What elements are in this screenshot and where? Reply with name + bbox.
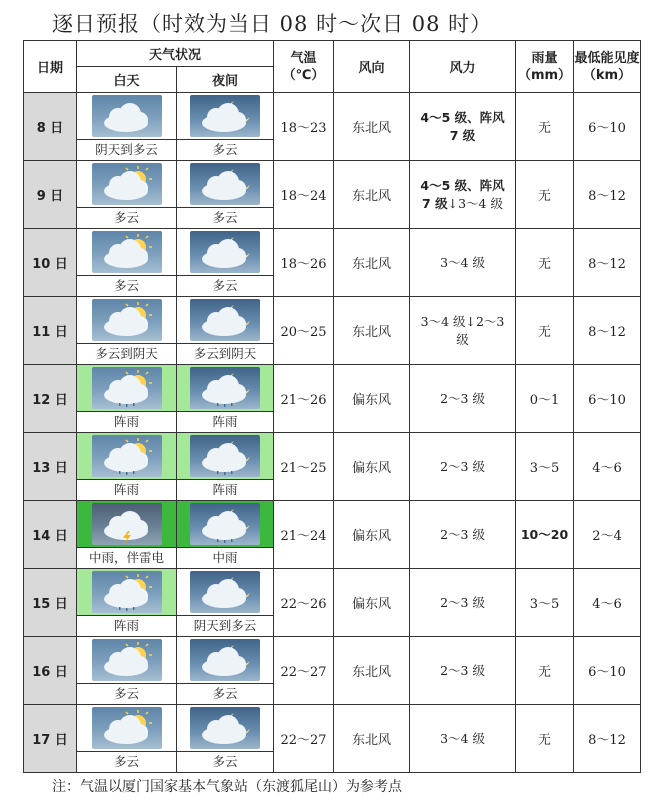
shower-icon (92, 435, 162, 477)
wind-direction: 东北风 (334, 705, 410, 773)
cloudy-night-icon (190, 707, 260, 749)
weather-desc: 多云 (177, 139, 273, 160)
date-cell: 10 日 (24, 229, 77, 297)
rainfall: 无 (516, 229, 574, 297)
partly-cloudy-icon (92, 707, 162, 749)
night-shower-icon (190, 367, 260, 409)
weather-desc: 多云 (77, 275, 176, 296)
rainfall: 无 (516, 705, 574, 773)
cloudy-night-icon (190, 95, 260, 137)
visibility: 6～10 (574, 365, 641, 433)
weather-desc: 阵雨 (77, 615, 176, 636)
visibility: 4～6 (574, 569, 641, 637)
temperature: 22～27 (274, 637, 334, 705)
visibility: 8～12 (574, 705, 641, 773)
temperature: 18～26 (274, 229, 334, 297)
weather-desc: 中雨 (177, 547, 273, 568)
cloudy-night-icon (190, 231, 260, 273)
temperature: 22～27 (274, 705, 334, 773)
date-cell: 17 日 (24, 705, 77, 773)
header-wind-dir: 风向 (334, 41, 410, 93)
weather-desc: 多云到阴天 (77, 343, 176, 364)
cloudy-night-icon (190, 639, 260, 681)
table-row (24, 229, 641, 297)
wind-force: 3～4 级 (410, 229, 516, 297)
temperature: 18～24 (274, 161, 334, 229)
page-title: 逐日预报（时效为当日 08 时～次日 08 时） (52, 12, 493, 36)
rainfall: 3～5 (516, 569, 574, 637)
weather-desc: 阴天到多云 (177, 615, 273, 636)
weather-desc: 多云 (77, 751, 176, 772)
night-shower-icon (190, 435, 260, 477)
visibility: 2～4 (574, 501, 641, 569)
temperature: 20～25 (274, 297, 334, 365)
visibility: 8～12 (574, 229, 641, 297)
temperature: 18～23 (274, 93, 334, 161)
wind-direction: 东北风 (334, 229, 410, 297)
weather-desc: 阵雨 (77, 479, 176, 500)
wind-force: 2～3 级 (410, 433, 516, 501)
cloudy-icon (92, 95, 162, 137)
temperature: 21～25 (274, 433, 334, 501)
date-cell: 14 日 (24, 501, 77, 569)
rainfall: 无 (516, 637, 574, 705)
partly-cloudy-icon (92, 299, 162, 341)
partly-cloudy-icon (92, 231, 162, 273)
table-row (24, 161, 641, 229)
rainfall: 无 (516, 297, 574, 365)
table-row (24, 501, 641, 569)
wind-direction: 偏东风 (334, 433, 410, 501)
weather-desc: 多云 (77, 683, 176, 704)
table-row (24, 705, 641, 773)
partly-cloudy-icon (92, 163, 162, 205)
wind-direction: 东北风 (334, 637, 410, 705)
date-cell: 16 日 (24, 637, 77, 705)
table-row (24, 365, 641, 433)
cloudy-night-icon (190, 571, 260, 613)
wind-force: 4～5 级、阵风 7 级↓3～4 级 (410, 161, 516, 229)
shower-icon (92, 571, 162, 613)
wind-force: 2～3 级 (410, 569, 516, 637)
cloudy-night-icon (190, 299, 260, 341)
wind-force: 3～4 级↓2～3 级 (410, 297, 516, 365)
header-wind-force: 风力 (410, 41, 516, 93)
visibility: 4～6 (574, 433, 641, 501)
wind-direction: 偏东风 (334, 365, 410, 433)
wind-force: 2～3 级 (410, 637, 516, 705)
visibility: 8～12 (574, 161, 641, 229)
date-cell: 11 日 (24, 297, 77, 365)
table-row (24, 93, 641, 161)
header-rain: 雨量（mm） (516, 41, 574, 93)
table-row (24, 433, 641, 501)
visibility: 6～10 (574, 93, 641, 161)
rainfall: 0～1 (516, 365, 574, 433)
wind-force: 2～3 级 (410, 365, 516, 433)
date-cell: 13 日 (24, 433, 77, 501)
date-cell: 8 日 (24, 93, 77, 161)
wind-force: 3～4 级 (410, 705, 516, 773)
weather-desc: 多云 (177, 275, 273, 296)
rainfall: 无 (516, 93, 574, 161)
temperature: 21～26 (274, 365, 334, 433)
header-day: 白天 (77, 67, 177, 93)
date-cell: 12 日 (24, 365, 77, 433)
visibility: 8～12 (574, 297, 641, 365)
footnote: 注：气温以厦门国家基本气象站（东渡狐尾山）为参考点 (52, 779, 402, 795)
visibility: 6～10 (574, 637, 641, 705)
rainfall: 无 (516, 161, 574, 229)
wind-force: 4～5 级、阵风7 级 (410, 93, 516, 161)
temperature: 22～26 (274, 569, 334, 637)
cloudy-night-icon (190, 163, 260, 205)
weather-desc: 阴天到多云 (77, 139, 176, 160)
table-row (24, 637, 641, 705)
rainfall: 10～20 (516, 501, 574, 569)
partly-cloudy-icon (92, 639, 162, 681)
header-night: 夜间 (177, 67, 274, 93)
wind-direction: 东北风 (334, 93, 410, 161)
date-cell: 9 日 (24, 161, 77, 229)
weather-desc: 中雨，伴雷电 (77, 547, 176, 568)
wind-direction: 东北风 (334, 161, 410, 229)
weather-desc: 多云到阴天 (177, 343, 273, 364)
rainfall: 3～5 (516, 433, 574, 501)
wind-force: 2～3 级 (410, 501, 516, 569)
header-weather: 天气状况 (77, 41, 274, 67)
wind-direction: 东北风 (334, 297, 410, 365)
forecast-table (23, 40, 641, 773)
wind-direction: 偏东风 (334, 569, 410, 637)
wind-direction: 偏东风 (334, 501, 410, 569)
table-row (24, 297, 641, 365)
temperature: 21～24 (274, 501, 334, 569)
header-temp: 气温（℃） (274, 41, 334, 93)
table-row (24, 569, 641, 637)
weather-desc: 多云 (177, 751, 273, 772)
header-visibility: 最低能见度（km） (574, 41, 641, 93)
header-date: 日期 (24, 41, 77, 93)
weather-desc: 阵雨 (177, 479, 273, 500)
weather-desc: 多云 (177, 207, 273, 228)
weather-desc: 阵雨 (77, 411, 176, 432)
weather-desc: 多云 (177, 683, 273, 704)
thunderstorm-icon (92, 503, 162, 545)
weather-desc: 多云 (77, 207, 176, 228)
date-cell: 15 日 (24, 569, 77, 637)
weather-desc: 阵雨 (177, 411, 273, 432)
shower-icon (92, 367, 162, 409)
moderate-rain-icon (190, 503, 260, 545)
